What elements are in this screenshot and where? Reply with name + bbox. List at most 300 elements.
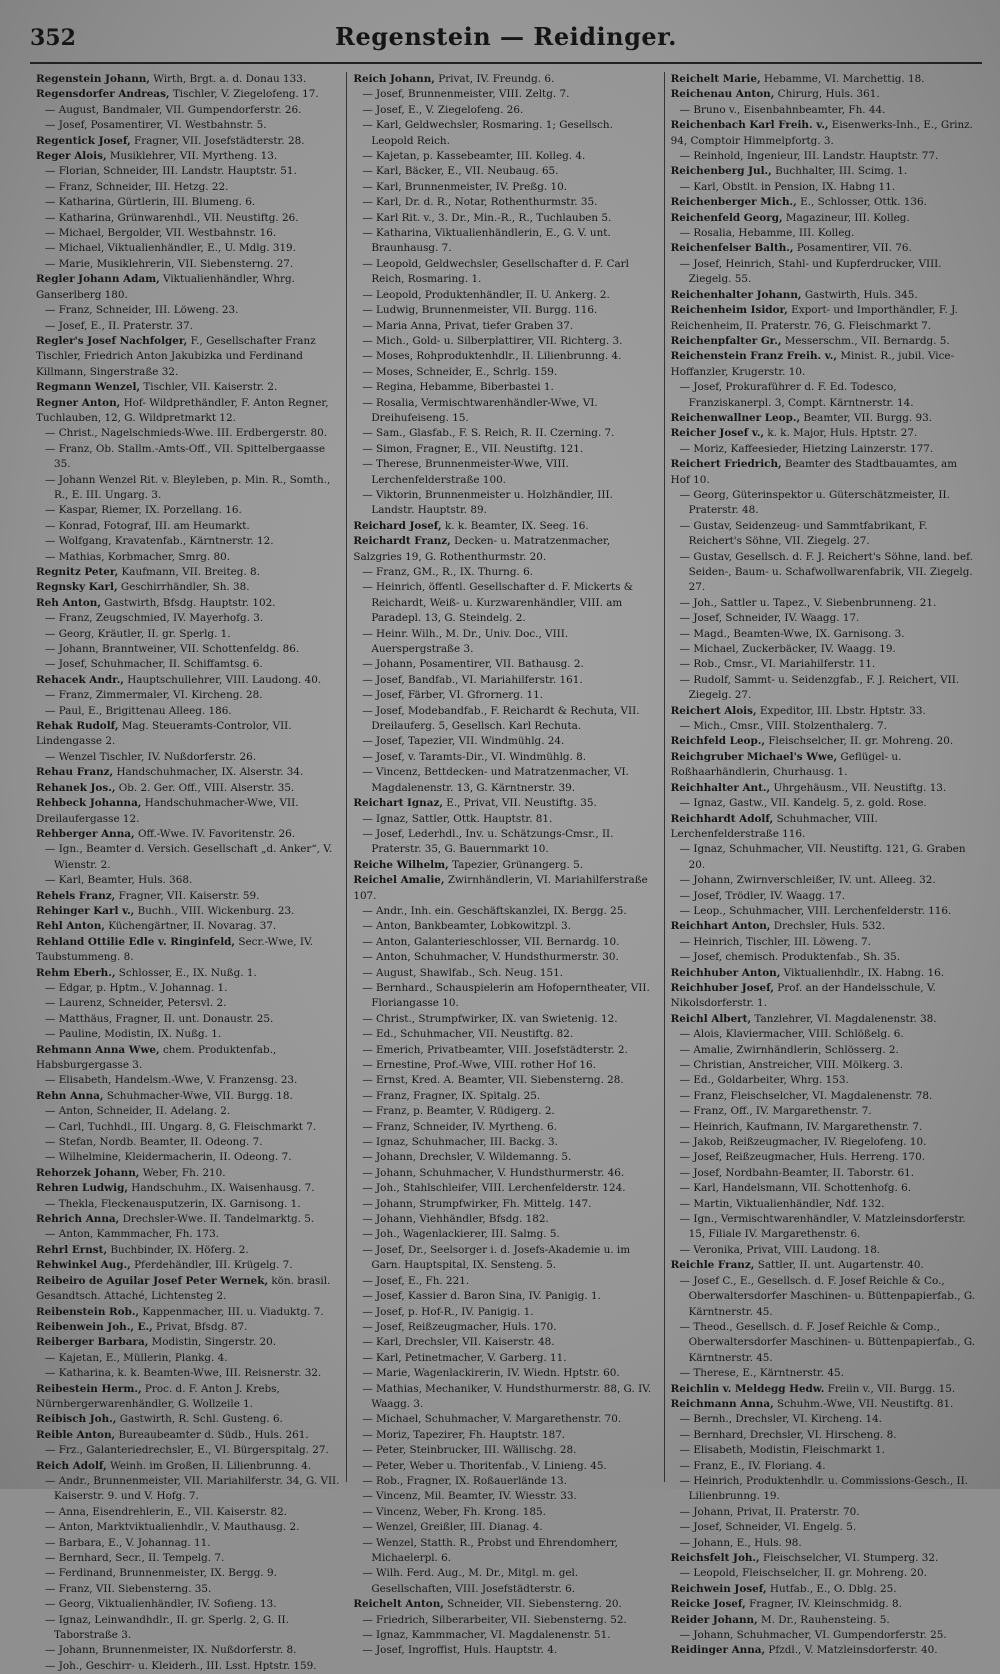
entry-subline: — Ernst, Kred. A. Beamter, VII. Siebensterng. 28. (362, 1074, 624, 1087)
entry-subline: — Wolfgang, Kravatenfab., Kärntnerstr. 12. (45, 535, 274, 548)
directory-entry (671, 1459, 976, 1474)
directory-entry (353, 734, 657, 749)
entry-subline: — Georg, Güterinspektor u. Güterschätzmeister, II. Praterstr. 48. (679, 488, 950, 517)
directory-entry (353, 1335, 657, 1350)
directory-entry (671, 349, 976, 380)
entry-subline: — Bernhard., Schauspielerin am Hofoperntheater, VII. Floriangasse 10. (362, 981, 650, 1010)
directory-entry (36, 781, 340, 796)
directory-entry (36, 1012, 340, 1027)
entry-subline: — Jakob, Reißzeugmacher, IV. Riegelofeng. 10. (679, 1136, 927, 1149)
entry-subline: — Mathias, Mechaniker, V. Hundsthurmerstr. 88, G. IV. Waagg. 3. (362, 1382, 652, 1410)
directory-entry (671, 257, 976, 288)
entry-subline: — Ignaz, Leinwandhdlr., II. gr. Sperlg. 2, G. II. Taborstraße 3. (45, 1613, 289, 1642)
directory-entry (36, 1428, 340, 1443)
directory-entry (671, 442, 976, 457)
entry-details: Handschuhmacher-Wwe, VII. Dreilaufergasse 12. (36, 797, 299, 825)
entry-subline: — Konrad, Fotograf, III. am Heumarkt. (45, 519, 250, 532)
entry-subline: — Franz, GM., R., IX. Thurng. 6. (362, 566, 533, 578)
entry-details: Prof. an der Handelsschule, V. Nikolsdorferstr. 1. (670, 981, 936, 1010)
directory-entry (36, 1412, 340, 1427)
entry-details: Weber, Fh. 210. (142, 1166, 226, 1179)
entry-subline: — Franz, Ob. Stallm.-Amts-Off., VII. Spittelbergaasse 35. (45, 442, 326, 471)
directory-entry (353, 1351, 657, 1366)
directory-entry (36, 519, 340, 534)
entry-subline: — Wenzel, Statth. R., Probst und Ehrendomherr, Michaelerpl. 6. (362, 1536, 618, 1564)
directory-entry (36, 1382, 340, 1413)
directory-entry (353, 118, 657, 149)
entry-name: Rehland Ottilie Edle v. Ringinfeld, (36, 935, 236, 948)
entry-subline: — Paul, E., Brigittenau Alleeg. 186. (45, 704, 232, 717)
entry-details: Handschuhm., IX. Waisenhausg. 7. (131, 1182, 315, 1195)
directory-entry (353, 457, 657, 488)
directory-entry (36, 889, 340, 904)
directory-entry (671, 1397, 976, 1412)
entry-name: Reichenfeld Georg, (670, 211, 783, 224)
entry-name: Reibenwein Joh., E., (36, 1320, 153, 1333)
directory-entry (353, 211, 657, 226)
entry-subline: — Franz, E., IV. Floriang. 4. (679, 1459, 826, 1472)
entry-name: Reichert Friedrich, (670, 458, 782, 471)
directory-entry (671, 750, 976, 781)
directory-entry (36, 1366, 340, 1381)
entry-subline: — Josef, Posamentirer, VI. Westbahnstr. 5. (45, 119, 267, 132)
directory-entry (671, 241, 976, 256)
entry-subline: — Viktorin, Brunnenmeister u. Holzhändler, III. Landstr. Hauptstr. 89. (362, 488, 613, 517)
directory-entry (36, 87, 340, 102)
directory-entry (353, 1104, 657, 1119)
directory-entry (671, 380, 976, 411)
entry-subline: — Ign., Beamter d. Versich. Gesellschaft „d. Anker“, V. Wienstr. 2. (45, 843, 333, 871)
entry-subline: — Leop., Schuhmacher, VIII. Lerchenfelderstr. 116. (679, 904, 952, 917)
directory-entry (671, 426, 976, 441)
entry-name: Reichhuber Anton, (670, 966, 781, 979)
entry-subline: — Johann, Schuhmacher, VI. Gumpendorferstr. 25. (679, 1629, 947, 1642)
entry-name: Reichelt Marie, (670, 73, 761, 85)
entry-subline: — Michael, Bergolder, VII. Westbahnstr. 16. (45, 227, 277, 240)
directory-entry (353, 1613, 657, 1628)
entry-name: Reh Anton, (36, 596, 101, 609)
directory-entry (36, 719, 340, 750)
entry-details: Hauptschullehrer, VIII. Laudong. 40. (127, 673, 322, 686)
entry-details: Geschirrhändler, Sh. 38. (120, 581, 250, 594)
entry-subline: — Michael, Schuhmacher, V. Margarethenstr. 70. (362, 1413, 622, 1426)
directory-entry (36, 72, 340, 87)
entry-subline: — Johann, Privat, II. Praterstr. 70. (679, 1505, 860, 1518)
entry-subline: — Franz, Schneider, IV. Myrtheng. 6. (362, 1120, 557, 1133)
entry-subline: — Amalie, Zwirnhändlerin, Schlösserg. 2. (679, 1043, 899, 1056)
directory-entry (353, 1505, 657, 1520)
directory-entry (671, 642, 976, 657)
entry-subline: — August, Bandmaler, VII. Gumpendorferstr. 26. (45, 103, 302, 116)
entry-name: Rehrl Ernst, (36, 1243, 108, 1256)
entry-name: Reichardt Franz, (353, 535, 451, 548)
entry-name: Reicke Josef, (670, 1598, 746, 1611)
entry-subline: — Ernestine, Prof.-Wwe, VIII. rother Hof 16. (362, 1059, 596, 1071)
entry-subline: — Rudolf, Sammt- u. Seidenzgfab., F. J. Reichert, VII. Ziegelg. 27. (679, 673, 960, 702)
entry-subline: — Johann, Posamentirer, VII. Bathausg. 2. (362, 658, 584, 671)
directory-entry (36, 1104, 340, 1119)
entry-details: Buchh., VIII. Wickenburg. 23. (137, 904, 295, 917)
directory-entry (353, 288, 657, 303)
directory-entry (671, 1505, 976, 1520)
directory-entry (36, 226, 340, 241)
directory-entry (671, 226, 976, 241)
directory-entry (36, 550, 340, 565)
entry-details: Messerschm., VII. Bernardg. 5. (784, 334, 950, 347)
entry-name: Reichlin v. Meldegg Hedw. (670, 1382, 825, 1395)
directory-entry (353, 519, 657, 534)
entry-details: Expeditor, III. Lbstr. Hptstr. 33. (759, 704, 926, 717)
directory-entry (671, 781, 976, 796)
directory-entry (36, 981, 340, 996)
directory-entry (36, 765, 340, 780)
entry-subline: — Anton, Bankbeamter, Lobkowitzpl. 3. (362, 920, 572, 933)
entry-details: Gastwirth, Huls. 345. (804, 288, 918, 301)
entry-subline: — Georg, Kräutler, II. gr. Sperlg. 1. (45, 627, 231, 640)
entry-details: Sattler, II. unt. Augartenstr. 40. (757, 1259, 924, 1272)
directory-entry (353, 1073, 657, 1088)
entry-details: Buchbinder, IX. Höferg. 2. (110, 1243, 249, 1256)
entry-subline: — Moriz, Kaffeesieder, Hietzing Lainzerstr. 177. (679, 442, 934, 455)
directory-entry (671, 519, 976, 550)
directory-entry (353, 1027, 657, 1042)
directory-entry (36, 642, 340, 657)
directory-entry (36, 1212, 340, 1227)
entry-subline: — Josef, Bandfab., VI. Mariahilferstr. 161. (362, 673, 583, 686)
directory-entry (36, 1613, 340, 1644)
entry-subline: — Anton, Schneider, II. Adelang. 2. (45, 1105, 231, 1118)
entry-details: Geflügel- u. Roßhaarhändlerin, Churhausg. 1. (670, 750, 902, 779)
directory-entry (671, 657, 976, 672)
entry-subline: — Josef, Heinrich, Stahl- und Kupferdrucker, VIII. Ziegelg. 55. (679, 257, 942, 286)
entry-subline: — Martin, Viktualienhändler, Ndf. 132. (679, 1197, 885, 1210)
page-number: 352 (30, 25, 76, 51)
directory-entry (671, 457, 976, 488)
entry-details: M. Dr., Rauhensteing. 5. (761, 1613, 890, 1626)
directory-entry (353, 688, 657, 703)
directory-entry (671, 873, 976, 888)
entry-subline: — Michael, Zuckerbäcker, IV. Waagg. 19. (679, 643, 896, 656)
entry-subline: — Josef, Schuhmacher, II. Schiffamtsg. 6. (45, 658, 263, 671)
entry-subline: — Christian, Anstreicher, VIII. Mölkerg. 3. (679, 1059, 904, 1071)
directory-entry (353, 1382, 657, 1413)
directory-entry (36, 149, 340, 164)
directory-entry (353, 1428, 657, 1443)
entry-subline: — Moriz, Tapezirer, Fh. Hauptstr. 187. (362, 1428, 566, 1441)
directory-entry (671, 1320, 976, 1366)
directory-entry (671, 1089, 976, 1104)
entry-subline: — Wilh. Ferd. Aug., M. Dr., Mitgl. m. gel. Gesellschaften, VIII. Josefstädterstr. 6. (362, 1567, 579, 1595)
entry-name: Regenstein Johann, (36, 73, 150, 85)
entry-details: E., Privat, VII. Neustiftg. 35. (446, 797, 597, 810)
directory-entry (671, 1412, 976, 1427)
directory-entry (353, 1597, 657, 1612)
entry-details: Fleischselcher, VI. Stumperg. 32. (762, 1552, 939, 1564)
directory-entry (353, 195, 657, 210)
entry-subline: — Gustav, Seidenzeug- und Sammtfabrikant, F. Reichert's Söhne, VII. Ziegelg. 27. (679, 519, 928, 548)
directory-entry (353, 1520, 657, 1535)
entry-details: Wirth, Brgt. a. d. Donau 133. (153, 73, 307, 85)
entry-name: Reibeiro de Aguilar Josef Peter Wernek, (36, 1274, 269, 1287)
entry-details: Tapezier, Grünangerg. 5. (452, 858, 584, 871)
entry-subline: — Josef, Modebandfab., F. Reichardt & Rechuta, VII. Dreilauferg. 5, Gesellsch. Karl Rechuta. (362, 704, 640, 733)
entry-subline: — Rosalia, Hebamme, III. Kolleg. (679, 227, 855, 240)
entry-subline: — Karl, Bäcker, E., VII. Neubaug. 65. (362, 165, 559, 178)
entry-details: Gastwirth, Bfsdg. Hauptstr. 102. (104, 596, 276, 609)
directory-entry (36, 134, 340, 149)
entry-details: Privat, Bfsdg. 87. (156, 1320, 248, 1333)
entry-details: Off.-Wwe. IV. Favoritenstr. 26. (137, 827, 296, 840)
directory-entry (353, 657, 657, 672)
entry-name: Reichfeld Leop., (670, 735, 765, 748)
entry-name: Rehels Franz, (36, 889, 116, 902)
directory-entry (353, 226, 657, 257)
directory-entry (36, 827, 340, 842)
directory-entry (671, 611, 976, 626)
directory-entry (36, 1597, 340, 1612)
entry-details: Modistin, Singerstr. 20. (151, 1336, 277, 1349)
directory-entry (36, 1443, 340, 1458)
directory-entry (671, 1166, 976, 1181)
entry-name: Reichwein Josef, (670, 1582, 767, 1595)
entry-subline: — Franz, Fragner, IX. Spitalg. 25. (362, 1089, 541, 1102)
entry-details: Buchhalter, III. Scimg. 1. (775, 165, 908, 178)
directory-entry (353, 1412, 657, 1427)
directory-entry (671, 164, 976, 179)
directory-entry (353, 919, 657, 934)
directory-entry (36, 1335, 340, 1350)
entry-details: Pfzdl., V. Matzleinsdorferstr. 40. (768, 1644, 938, 1657)
entry-subline: — Josef, Reißzeugmacher, Huls. 170. (362, 1320, 557, 1333)
entry-subline: — Christ., Strumpfwirker, IX. van Swietenig. 12. (362, 1012, 618, 1025)
entry-details: E., Schlosser, Ottk. 136. (800, 196, 927, 209)
directory-entry (353, 627, 657, 658)
entry-name: Rehm Eberh., (36, 966, 116, 979)
entry-subline: — Franz, Zeugschmied, IV. Mayerhofg. 3. (45, 612, 264, 625)
directory-entry (353, 1135, 657, 1150)
directory-entry (671, 981, 976, 1012)
entry-subline: — Johann, Zwirnverschleißer, IV. unt. Alleeg. 32. (679, 874, 936, 887)
entry-name: Reibisch Joh., (36, 1413, 117, 1426)
directory-entry (671, 1120, 976, 1135)
entry-subline: — Ferdinand, Brunnenmeister, IX. Bergg. 9. (45, 1567, 277, 1580)
directory-entry (671, 889, 976, 904)
directory-entry (36, 1197, 340, 1212)
entry-subline: — Emerich, Privatbeamter, VIII. Josefstädterstr. 2. (362, 1043, 628, 1056)
directory-entry (36, 442, 340, 473)
entry-subline: — Josef, Kassier d. Baron Sina, IV. Panigig. 1. (362, 1290, 601, 1303)
directory-entry (36, 873, 340, 888)
entry-name: Reichl Albert, (670, 1012, 752, 1025)
entry-subline: — Laurenz, Schneider, Petersvl. 2. (45, 997, 227, 1010)
directory-entry (36, 272, 340, 303)
entry-subline: — Anton, Galanterieschlosser, VII. Bernardg. 10. (362, 935, 620, 948)
directory-entry (353, 1474, 657, 1489)
entry-name: Reichhalter Ant., (670, 781, 771, 794)
entry-subline: — Rob., Fragner, IX. Roßauerlände 13. (362, 1474, 567, 1487)
directory-entry (671, 812, 976, 843)
entry-subline: — Franz, Schneider, III. Löweng. 23. (45, 304, 239, 317)
directory-entry (36, 673, 340, 688)
entry-subline: — Karl, Geldwechsler, Rosmaring. 1; Gesellsch. Leopold Reich. (362, 119, 613, 147)
entry-name: Rehorzek Johann, (36, 1166, 140, 1179)
entry-name: Reibenstein Rob., (36, 1305, 140, 1318)
entry-details: k. k. Beamter, IX. Seeg. 16. (444, 519, 589, 532)
entry-details: Kappenmacher, III. u. Viaduktg. 7. (142, 1305, 324, 1318)
directory-entry (353, 1197, 657, 1212)
entry-subline: — Josef, Färber, VI. Gfrornerg. 11. (362, 689, 544, 702)
entry-subline: — Barbara, E., V. Johannag. 11. (45, 1536, 211, 1549)
entry-name: Reichel Amalie, (353, 874, 445, 887)
entry-subline: — Katharina, k. k. Beamten-Wwe, III. Reisnerstr. 32. (45, 1367, 322, 1380)
entry-details: Tischler, V. Ziegelofeng. 17. (172, 88, 319, 101)
entry-name: Rehinger Karl v., (36, 904, 135, 917)
directory-entry (36, 704, 340, 719)
directory-entry (671, 734, 976, 749)
entry-subline: — Karl, Handelsmann, VII. Schottenhofg. 6. (679, 1182, 912, 1195)
entry-subline: — Leopold, Produktenhändler, II. U. Ankerg. 2. (362, 288, 610, 301)
directory-entry (671, 842, 976, 873)
directory-entry (353, 1489, 657, 1504)
directory-entry (36, 211, 340, 226)
entry-subline: — Josef, p. Hof-R., IV. Panigig. 1. (362, 1305, 534, 1318)
directory-entry (353, 1120, 657, 1135)
directory-entry (353, 180, 657, 195)
directory-entry (36, 1520, 340, 1535)
entry-subline: — Moses, Schneider, E., Schrlg. 159. (362, 365, 558, 378)
entry-subline: — Therese, E., Kärntnerstr. 45. (679, 1367, 844, 1380)
entry-subline: — Heinr. Wilh., M. Dr., Univ. Doc., VIII. Auerspergstraße 3. (362, 627, 569, 656)
entry-name: Rehbeck Johanna, (36, 797, 142, 810)
directory-entry (671, 1443, 976, 1458)
entry-subline: — Josef, Brunnenmeister, VIII. Zeltg. 7. (362, 88, 570, 101)
entry-subline: — Regina, Hebamme, Biberbastei 1. (362, 381, 554, 394)
directory-entry (36, 565, 340, 580)
directory-entry (36, 426, 340, 441)
directory-entry (353, 257, 657, 288)
entry-subline: — Rob., Cmsr., VI. Mariahilferstr. 11. (679, 658, 876, 671)
entry-details: Export- und Importhändler, F. J. Reichenheim, II. Praterstr. 76, G. Fleischmarkt 7. (670, 304, 958, 332)
entry-subline: — Peter, Steinbrucker, III. Wällischg. 28. (362, 1444, 577, 1457)
entry-subline: — Karl, Brunnenmeister, IV. Preßg. 10. (362, 180, 568, 193)
entry-subline: — Ed., Schuhmacher, VII. Neustiftg. 82. (362, 1028, 574, 1041)
entry-subline: — Bernhard, Drechsler, VI. Hirscheng. 8. (679, 1428, 897, 1441)
entry-name: Reibestein Herm., (36, 1382, 142, 1395)
entry-subline: — Mich., Cmsr., VIII. Stolzenthalerg. 7. (679, 720, 887, 733)
entry-name: Reichard Josef, (353, 519, 442, 532)
entry-subline: — Thekla, Fleckenausputzerin, IX. Garnisong. 1. (45, 1197, 301, 1210)
entry-subline: — Karl, Obstlt. in Pension, IX. Habng 11. (679, 180, 896, 193)
entry-subline: — Andr., Inh. ein. Geschäftskanzlei, IX. Bergg. 25. (362, 904, 627, 917)
directory-entry (353, 1536, 657, 1567)
entry-subline: — Ignaz, Schuhmacher, VII. Neustiftg. 121, G. Graben 20. (679, 843, 966, 871)
entry-details: Weinh. im Großen, II. Lilienbrunng. 4. (110, 1459, 312, 1472)
directory-entry (353, 827, 657, 858)
entry-details: F., Gesellschafter Franz Tischler, Friedrich Anton Jakubizka und Ferdinand Killmann, Singerstraße 32. (36, 334, 316, 378)
entry-subline: — Bernhard, Secr., II. Tempelg. 7. (45, 1552, 225, 1564)
entry-name: Rehmann Anna Wwe, (36, 1043, 160, 1056)
entry-name: Regnitz Peter, (36, 566, 119, 578)
entry-name: Reichsfelt Joh., (670, 1552, 760, 1564)
directory-entry (671, 1073, 976, 1088)
directory-entry (36, 627, 340, 642)
entry-subline: — Johann, Branntweiner, VII. Schottenfeldg. 86. (45, 643, 300, 656)
directory-entry (671, 1597, 976, 1612)
directory-entry (353, 319, 657, 334)
entry-subline: — Josef, Nordbahn-Beamter, II. Taborstr. 61. (679, 1166, 915, 1179)
entry-subline: — Karl, Petinetmacher, V. Garberg. 11. (362, 1351, 567, 1364)
entry-details: Hutfab., E., O. Dblg. 25. (769, 1582, 897, 1595)
entry-subline: — Josef, Dr., Seelsorger i. d. Josefs-Akademie u. im Garn. Hauptspital, IX. Sensteng. 5. (362, 1243, 631, 1272)
directory-entry (36, 303, 340, 318)
directory-entry (671, 1366, 976, 1381)
entry-subline: — Pauline, Modistin, IX. Nußg. 1. (45, 1028, 222, 1041)
page-header (30, 22, 982, 64)
directory-entry (353, 1305, 657, 1320)
page-title: Regenstein — Reidinger. (335, 22, 677, 51)
entry-details: Decken- u. Matratzenmacher, Salzgries 19, G. Rothenthurmstr. 20. (353, 535, 611, 563)
entry-subline: — Maria Anna, Privat, tiefer Graben 37. (362, 319, 574, 332)
directory-entry (36, 1320, 340, 1335)
directory-entry (36, 1243, 340, 1258)
directory-entry (36, 1643, 340, 1658)
entry-subline: — Marie, Musiklehrerin, VII. Siebensterng. 27. (45, 257, 294, 270)
directory-entry (36, 319, 340, 334)
directory-entry (36, 118, 340, 133)
entry-name: Reichhart Anton, (670, 920, 771, 933)
entry-subline: — Marie, Wagenlackirerin, IV. Wiedn. Hptstr. 60. (362, 1367, 620, 1380)
entry-subline: — Franz, VII. Siebensterng. 35. (45, 1582, 212, 1595)
directory-entry (353, 1227, 657, 1242)
entry-subline: — Joh., Sattler u. Tapez., V. Siebenbrunneng. 21. (679, 596, 937, 609)
directory-entry (353, 380, 657, 395)
directory-entry (671, 1197, 976, 1212)
entry-name: Reich Adolf, (36, 1459, 107, 1472)
entry-subline: — Johann, E., Huls. 98. (679, 1536, 802, 1549)
directory-entry (36, 534, 340, 549)
entry-subline: — Ignaz, Kammmacher, VI. Magdalenenstr. 51. (362, 1629, 611, 1642)
directory-entry (671, 1104, 976, 1119)
entry-details: Fragner, VII. Kaiserstr. 59. (118, 889, 260, 902)
directory-entry (36, 257, 340, 272)
directory-entry (36, 1258, 340, 1273)
directory-entry (671, 103, 976, 118)
entry-details: Kaufmann, VII. Breiteg. 8. (121, 566, 260, 578)
entry-name: Regensdorfer Andreas, (36, 88, 170, 101)
entry-subline: — Reinhold, Ingenieur, III. Landstr. Hauptstr. 77. (679, 150, 939, 163)
entry-name: Regler Johann Adam, (36, 273, 160, 286)
entry-details: Eisenwerks-Inh., E., Grinz. 94, Comptoir Himmelpfortg. 3. (670, 119, 973, 147)
entry-details: Uhrgehäusm., VII. Neustiftg. 13. (773, 781, 947, 794)
directory-entry (36, 1351, 340, 1366)
entry-name: Reicher Josef v., (670, 427, 765, 440)
directory-entry (36, 195, 340, 210)
entry-details: k. k. Major, Huls. Hptstr. 27. (767, 427, 918, 440)
directory-entry (671, 719, 976, 734)
entry-name: Rehren Ludwig, (36, 1182, 128, 1195)
entry-details: Ob. 2. Ger. Off., VIII. Alserstr. 35. (118, 781, 295, 794)
directory-entry (353, 349, 657, 364)
directory-entry (36, 1551, 340, 1566)
entry-subline: — Ed., Goldarbeiter, Whrg. 153. (679, 1074, 849, 1087)
entry-details: Schuhmacher, VIII. Lerchenfelderstraße 116. (670, 812, 878, 840)
entry-details: Mag. Steueramts-Controlor, VII. Lindengasse 2. (36, 720, 292, 748)
directory-entry (671, 1628, 976, 1643)
entry-details: Posamentirer, VII. 76. (796, 242, 912, 255)
directory-entry (353, 1181, 657, 1196)
directory-entry (671, 1243, 976, 1258)
directory-entry (353, 1366, 657, 1381)
